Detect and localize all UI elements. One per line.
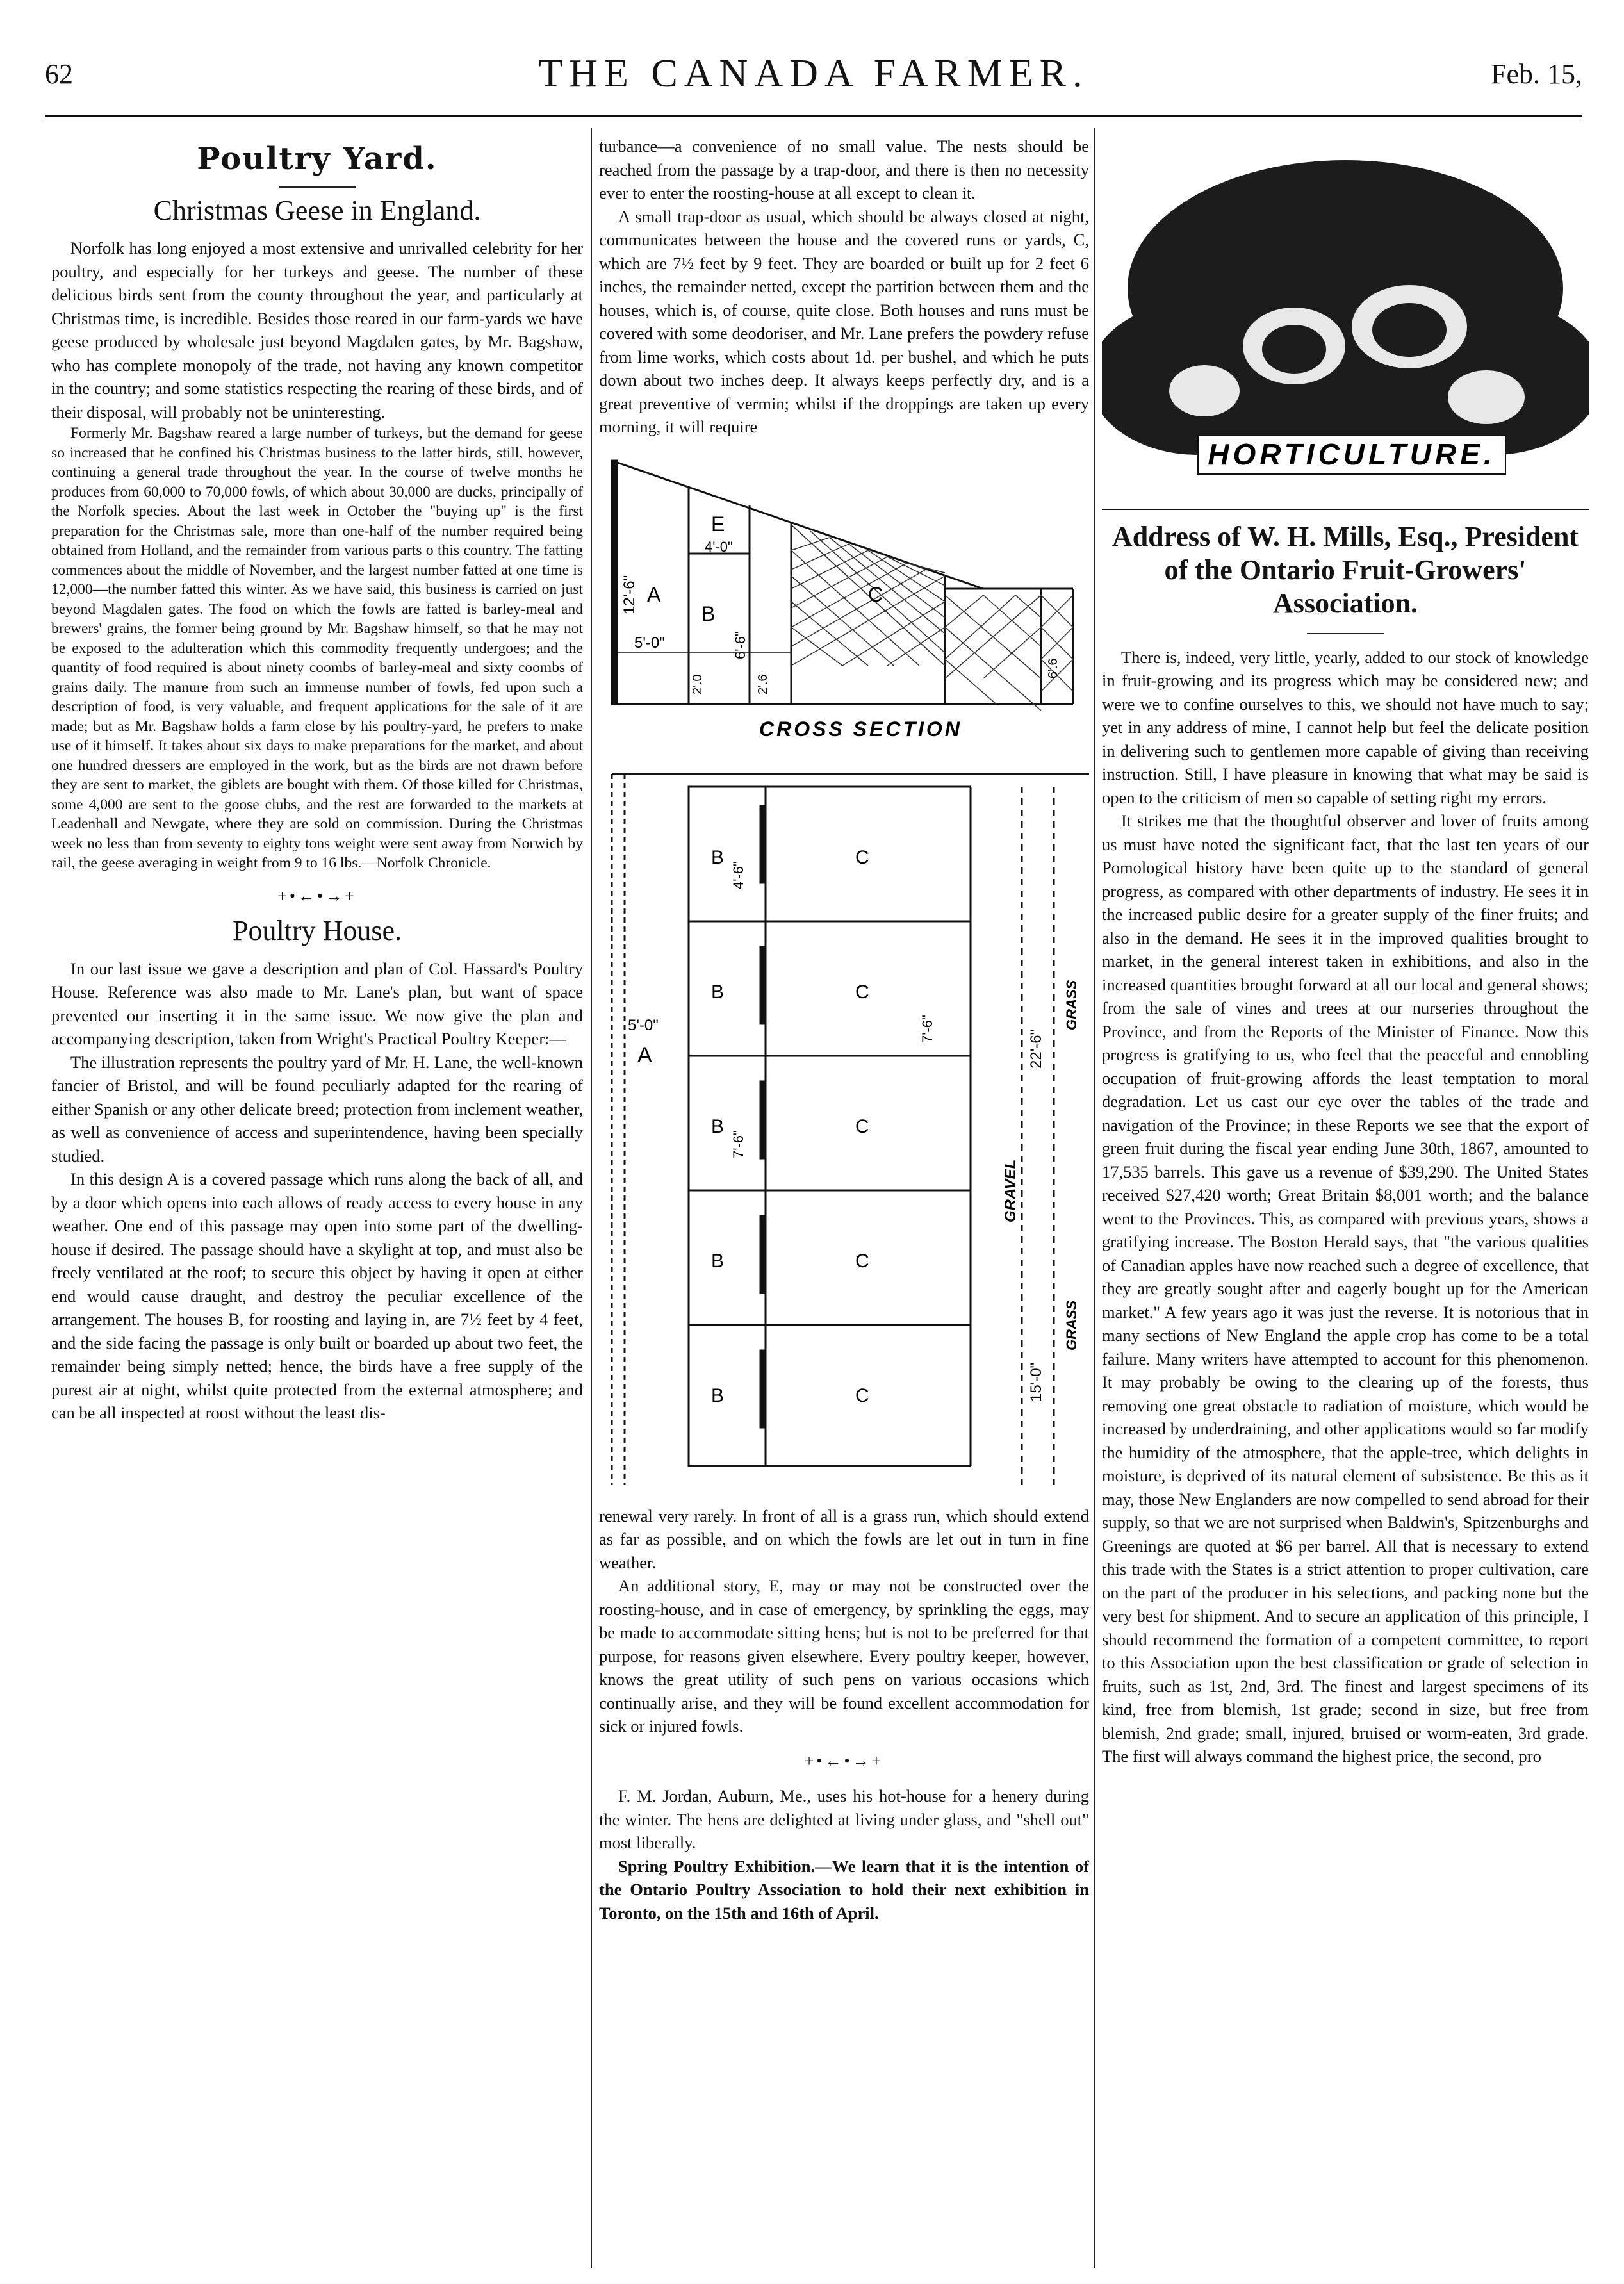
news-item: Spring Poultry Exhibition.—We learn that it is the intention of the Ontario Poultry Association to hold their next exhibition in Toronto, on the 15th and 16th of April. [599,1856,1089,1923]
column-horticulture [1102,135,1589,1768]
section-title: Poultry Yard. [197,141,438,177]
floor-plan-diagram [599,761,1089,1498]
divider-ornament: +•←•→+ [277,886,357,905]
article-paragraph: Formerly Mr. Bagshaw reared a large number of turkeys, but the demand for geese so increased that he confined his Christmas business to the latter birds, still, however, continuing a general trade throughout the year. In the course of twelve months he produces from 60,000 to 70,000 fowls, of which about 30,000 are ducks, principally of the Norfolk species. About the last week in October the "buying up" is the first preparation for the Christmas sale, more than one-half of the number required being obtained from Holland, and the remainder from various parts o this country. The fatting commences about the middle of November, and the largest number fatted at one time is 12,000—the number fatted this winter. As we have said, this business is carried on just beyond Magdalen gates. The food on which the fowls are fatted is barley-meal and brewers' grains, the former being ground by Mr. Bagshaw himself, so that he may not be exposed to the adulteration which this commodity frequently undergoes; and the quantity of food required is about ninety coombs of barley-meal and sixty coombs of grains daily. The manure from such an immense number of fowls, fed upon such a description of food, is very valuable, and frequent applications for the sale of it are made; but as Mr. Bagshaw holds a farm close by his poultry-yard, he prefers to make use of it himself. It takes about six days to make preparations for the market, and about one hundred dressers are employed in the work, but as the birds are not drawn before they are sent to market, the giblets are bought with them. Of those killed for Christmas, some 4,000 are sent to the goose clubs, and the rest are forwarded to the markets at Leadenhall and Newgate, where they are sold on commission. During the Christmas week no less than from seventy to eighty tons weight were sent away from Norwich by rail, the geese averaging in weight from 9 to 16 lbs.—Norfolk Chronicle. [51,425,583,871]
article-paragraph: turbance—a convenience of no small value. The nests should be reached from the passage by a trap-door, and there is then no necessity ever to enter the roosting-house at all except to clean it. [599,136,1089,202]
article-headline: Address of W. H. Mills, Esq., President of the Ontario Fruit-Growers' Association. [1111,520,1579,619]
label-c: C [855,1251,869,1272]
dim-label: 2'.6 [756,673,770,694]
label-b: B [701,602,716,625]
page-number: 62 [45,58,73,90]
label-c: C [868,582,883,606]
label-a: A [637,1043,652,1067]
dim-label: 6'.6 [1046,657,1060,678]
column-rule-2 [1094,128,1095,2268]
label-c: C [855,982,869,1003]
label-b: B [711,1116,725,1137]
article-headline: Poultry House. [233,915,402,946]
dim-label: 12'-6" [621,575,638,614]
diagram-caption: CROSS SECTION [759,717,962,741]
label-c: C [855,1385,869,1406]
cut-title: HORTICULTURE. [1208,438,1496,471]
label-grass: GRASS [1063,1300,1079,1351]
label-b: B [711,982,725,1003]
dim-label: 5'-0" [628,1017,659,1034]
column-poultry-house-continued [599,135,1089,1925]
title-rule [279,186,356,188]
dim-label: 5'-0" [634,634,665,652]
label-b: B [711,847,725,868]
article-paragraph: Norfolk has long enjoyed a most extensive and unrivalled celebrity for her poultry, and especially for her turkeys and geese. The number of these delicious birds sent from the county throughout the year, and particularly at Christmas time, is incredible. Besides those reared in our farm-yards we have geese produced by wholesale just beyond Magdalen gates, by Mr. Bagshaw, who has complete monopoly of the trade, not having any known competitor in the country; and some statistics respecting the rearing of these birds, and of their disposal, will probably not be uninteresting. [51,238,583,422]
article-paragraph: There is, indeed, very little, yearly, added to our stock of knowledge in fruit-growing and its progress which may be considered new; and were we to confine ourselves to this, we should not have much to say; yet in any address of mine, I cannot help but feel the delicate position in delivering such to gentlemen more capable of giving than receiving instruction. Still, I have pleasure in knowing that what may be said is open to the criticism of men so capable of setting right my errors. [1102,647,1589,807]
cut-rule [1102,509,1589,510]
article-paragraph: An additional story, E, may or may not be constructed over the roosting-house, and in case of emergency, by sprinkling the eggs, may be made to accommodate sitting hens; but is not to be preferred for that purpose, for reasons given elsewhere. Every poultry keeper, however, knows the great utility of such pens on various occasions which continually arise, and they will be found excellent accommodation for sick or injured fowls. [599,1576,1089,1736]
article-paragraph: In our last issue we gave a description and plan of Col. Hassard's Poultry House. Reference was also made to Mr. Lane's plan, but want of space prevented our inserting it in the same issue. We now give the plan and accompanying description, taken from Wright's Practical Poultry Keeper:— [51,958,583,1048]
header-rule [45,115,1582,117]
dim-label: 15'-0" [1028,1362,1045,1402]
label-grass: GRASS [1063,980,1079,1030]
dim-label: 4'-0" [705,538,733,555]
horticulture-cut-illustration [1102,135,1589,493]
dim-label: 7'-6" [730,1130,746,1158]
masthead: THE CANADA FARMER. [538,52,1089,95]
dim-label: 22'-6" [1028,1029,1045,1069]
dim-label: 4'-6" [730,861,746,889]
cross-section-diagram [599,448,1089,749]
label-b: B [711,1385,725,1406]
article-paragraph: The illustration represents the poultry yard of Mr. H. Lane, the well-known fancier of Bristol, and will be found peculiarly adapted for the rearing of either Spanish or any other delicate breed; protection from inclement weather, as well as convenience of access and superintendence, having been specially studied. [51,1052,583,1165]
article-paragraph: In this design A is a covered passage which runs along the back of all, and by a door which opens into each allows of ready access to every house in any weather. One end of this passage may open into some part of the dwelling-house if desired. The passage should have a skylight at top, and must also be freely ventilated at the roof; to secure this object by having it open at either end would cause draught, and destroy the peculiar excellence of the arrangement. The houses B, for roosting and laying in, are 7½ feet by 4 feet, and the side facing the passage is only built or boarded up about two feet, the remainder being simply netted; hence, the birds have a free supply of the purest air at night, whilst quite protected from the external atmosphere; and can be all inspected at roost without the least dis- [51,1169,583,1422]
article-paragraph: It strikes me that the thoughtful observer and lover of fruits among us must have noted the significant fact, that the last ten years of our Pomological history have been quite up to the standard of general progress, as compared with other departments of industry. He sees it in the increased public desire for a greater supply of the finer fruits; and also in the demand. He sees it in the improved qualities brought to market, in the general interest taken in exhibitions, and also in the increased quantities brought forward at all our local and general shows; from the sale of vines and trees at our nurseries throughout the Province, and from the Reports of the Minister of Finance. Now this progress is gratifying to us, who feel that the peaceful and ennobling occupation of fruit-growing affords the least temptation to moral degradation. Let us cast our eye over the tables of the trade and navigation of the Province; in these Reports we see that the export of green fruit during the fiscal year ending June 30th, 1867, amounted to 17,535 barrels. This gave us a revenue of $39,290. The United States received $27,420 worth; Great Britain $8,001 worth; and the balance went to the Provinces. This, as compared with previous years, shows a gratifying increase. The Boston Herald says, that "the various qualities of Canadian apples have now reached such a degree of excellence, that they are greatly sought after and eagerly bought up for the American market." A few years ago it was just the reverse. It is notorious that in many sections of New England the apple crop has come to be a total failure. Many writers have attempted to account for this phenomenon. It may probably be owing to the clearing up of the forests, thus removing one great obstacle to radiation of moisture, which would be increased by underdraining, and other applications would so far modify the humidity of the atmosphere, that the apple-tree, which delights in moisture, is deprived of its natural element of subsistence. Be this as it may, those New Englanders are now compelled to send abroad for their supply, so that we are not surprised when Baldwin's, Spitzenburghs and Greenings are quoted at $6 per barrel. All that is necessary to extend this trade with the States is a strict attention to proper cultivation, care on the part of the producer in his selections, and packing none but the very best for shipment. And to secure an application of this principle, I should recommend the formation of a competent committee, to report to this Association upon the best classification or grade of selection in fruits, such as 1st, 2nd, 3rd. The finest and largest specimens of its kind, free from blemish, 1st grade; second in size, but free from blemish, 2nd grade; small, injured, bruised or worm-eaten, 3rd grade. The first will always command the highest price, the second, pro [1102,811,1589,1766]
label-e: E [711,512,725,536]
label-a: A [647,582,661,606]
news-item: F. M. Jordan, Auburn, Me., uses his hot-house for a henery during the winter. The hens are delighted at living under glass, and "shell out" most liberally. [599,1786,1089,1852]
label-c: C [855,1116,869,1137]
label-b: B [711,1251,725,1272]
divider-ornament: +•←•→+ [804,1751,884,1770]
column-poultry-yard [51,135,583,1425]
dim-label: 2'.0 [691,673,705,694]
headline-rule [1307,633,1384,634]
dim-label: 6'-6" [732,630,748,659]
dim-label: 7'-6" [919,1015,935,1043]
issue-date: Feb. 15, [1491,58,1582,90]
page-header [45,38,1582,109]
article-paragraph: A small trap-door as usual, which should be always closed at night, communicates between the house and the covered runs or yards, C, which are 7½ feet by 9 feet. They are boarded or built up for 2 feet 6 inches, the remainder netted, except the partition between them and the houses, which is, of course, quite close. Both houses and runs must be covered with some deodoriser, and Mr. Lane prefers the powdery refuse from lime works, which costs about 1d. per bushel, and which he puts down about two inches deep. It always keeps perfectly dry, and is a great preventive of vermin; whilst if the droppings are taken up every morning, it will require [599,206,1089,436]
article-paragraph: renewal very rarely. In front of all is a grass run, which should extend as far as possible, and on which the fowls are let out in turn in fine weather. [599,1506,1089,1572]
column-rule-1 [591,128,592,2268]
article-headline: Christmas Geese in England. [153,194,481,226]
label-c: C [855,847,869,868]
label-gravel: GRAVEL [1002,1159,1019,1222]
